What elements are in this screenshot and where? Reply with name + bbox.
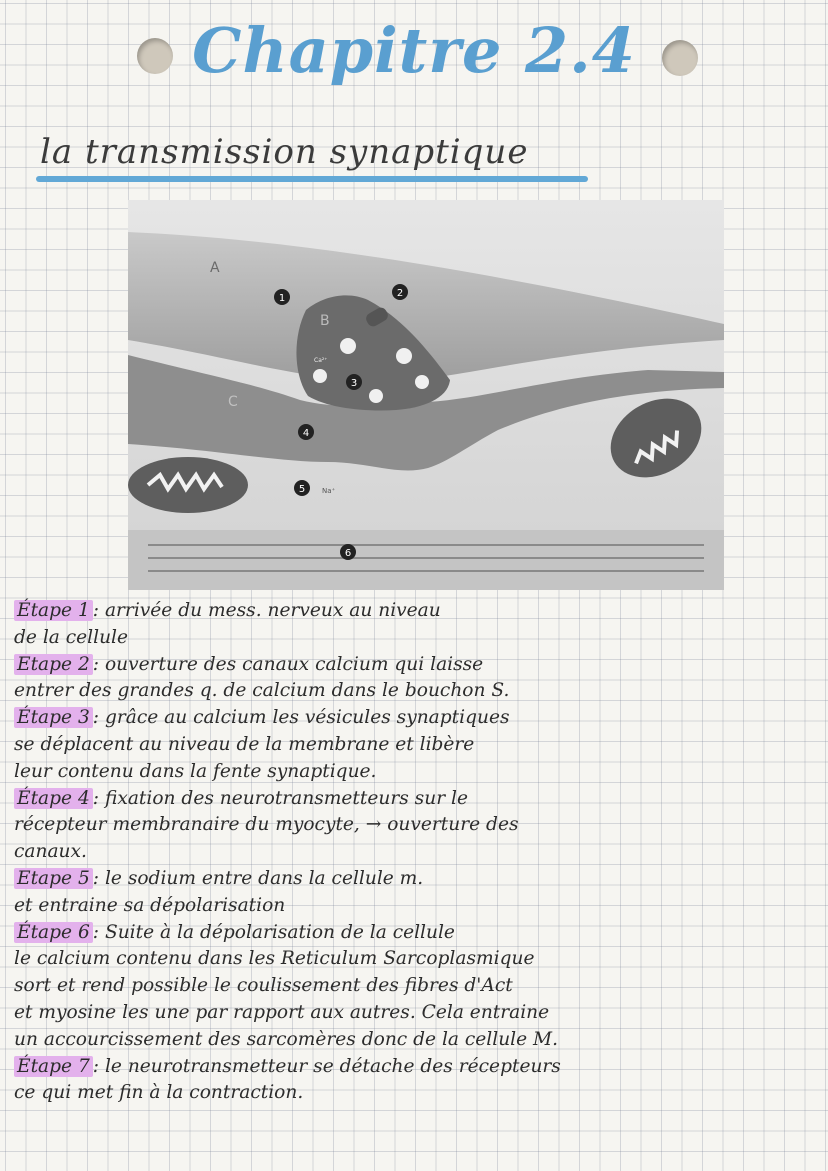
note-text: arrivée du mess. nerveux au niveau — [99, 600, 441, 621]
note-line — [14, 946, 820, 973]
marker-1 — [274, 289, 290, 305]
note-text: Suite à la dépolarisation de la cellule — [99, 921, 455, 943]
label-b: B — [320, 313, 330, 329]
note-line — [14, 705, 820, 732]
note-text: et entraine sa dépolarisation — [14, 894, 286, 916]
note-text: récepteur membranaire du myocyte, → ouverture des — [14, 814, 519, 836]
note-text: un accourcissement des sarcomères donc de la cellule M. — [14, 1028, 558, 1050]
label-calcium: Ca²⁺ — [314, 357, 328, 364]
note-line — [14, 1000, 820, 1027]
note-line — [14, 786, 820, 813]
page-subtitle: la transmission synaptique — [40, 132, 529, 172]
note-line — [14, 759, 820, 786]
step-separator: : — [92, 921, 100, 943]
handwritten-notes — [14, 598, 820, 1107]
step-label: Étape 7 — [14, 1056, 93, 1077]
marker-5 — [294, 480, 310, 496]
note-line — [14, 652, 820, 679]
note-line — [14, 839, 820, 866]
note-text: grâce au calcium les vésicules synaptiques — [99, 707, 510, 729]
step-separator: : — [92, 653, 100, 675]
step-separator: : — [92, 1055, 100, 1077]
note-text: se déplacent au niveau de la membrane et libère — [14, 733, 475, 755]
note-line — [14, 598, 820, 625]
step-label: Étape 1 — [14, 600, 93, 621]
marker-2 — [392, 284, 408, 300]
note-line — [14, 1027, 820, 1054]
step-label: Étape 3 — [14, 707, 93, 728]
note-text: fixation des neurotransmetteurs sur le — [99, 787, 468, 809]
svg-text:5: 5 — [298, 484, 306, 495]
page-title: Chapitre 2.4 — [192, 14, 636, 87]
label-c: C — [228, 394, 238, 410]
marker-6 — [340, 544, 356, 560]
note-text: et myosine les une par rapport aux autres. Cela entraine — [14, 1001, 550, 1023]
svg-text:6: 6 — [344, 548, 352, 559]
note-line — [14, 1080, 820, 1107]
note-text: le sodium entre dans la cellule m. — [99, 867, 424, 889]
marker-3 — [346, 374, 362, 390]
vesicle — [369, 389, 383, 403]
step-separator: : — [92, 600, 100, 621]
note-line — [14, 812, 820, 839]
vesicle — [340, 338, 356, 354]
vesicle — [313, 369, 327, 383]
subtitle-underline — [36, 176, 588, 182]
note-line — [14, 866, 820, 893]
step-label: Étape 4 — [14, 788, 93, 809]
note-text: sort et rend possible le coulissement des fibres d'Act — [14, 975, 513, 997]
note-line — [14, 678, 820, 705]
note-line — [14, 973, 820, 1000]
vesicle — [415, 375, 429, 389]
note-text: canaux. — [14, 841, 87, 863]
step-separator: : — [92, 867, 100, 889]
note-text: le calcium contenu dans les Reticulum Sarcoplasmique — [14, 948, 535, 970]
note-text: le neurotransmetteur se détache des récepteurs — [99, 1055, 561, 1077]
svg-text:2: 2 — [396, 288, 404, 299]
note-line — [14, 625, 820, 652]
note-text: de la cellule — [14, 626, 128, 648]
label-sodium: Na⁺ — [322, 487, 336, 495]
vesicle — [396, 348, 412, 364]
note-line — [14, 1054, 820, 1081]
note-line — [14, 893, 820, 920]
marker-4 — [298, 424, 314, 440]
step-label: Etape 2 — [14, 654, 93, 675]
note-text: entrer des grandes q. de calcium dans le bouchon S. — [14, 680, 510, 702]
step-label: Étape 6 — [14, 922, 93, 943]
label-a: A — [210, 260, 220, 276]
note-text: ce qui met fin à la contraction. — [14, 1082, 304, 1104]
synapse-diagram — [128, 200, 724, 590]
svg-text:1: 1 — [278, 293, 286, 304]
svg-text:4: 4 — [302, 428, 310, 439]
note-text: leur contenu dans la fente synaptique. — [14, 760, 377, 782]
myofibril — [128, 530, 724, 590]
note-text: ouverture des canaux calcium qui laisse — [99, 653, 484, 675]
step-separator: : — [92, 787, 100, 809]
note-line — [14, 732, 820, 759]
step-label: Etape 5 — [14, 868, 93, 889]
step-separator: : — [92, 707, 100, 729]
synapse-diagram-svg — [128, 200, 724, 590]
svg-text:3: 3 — [350, 378, 358, 389]
note-line — [14, 920, 820, 947]
